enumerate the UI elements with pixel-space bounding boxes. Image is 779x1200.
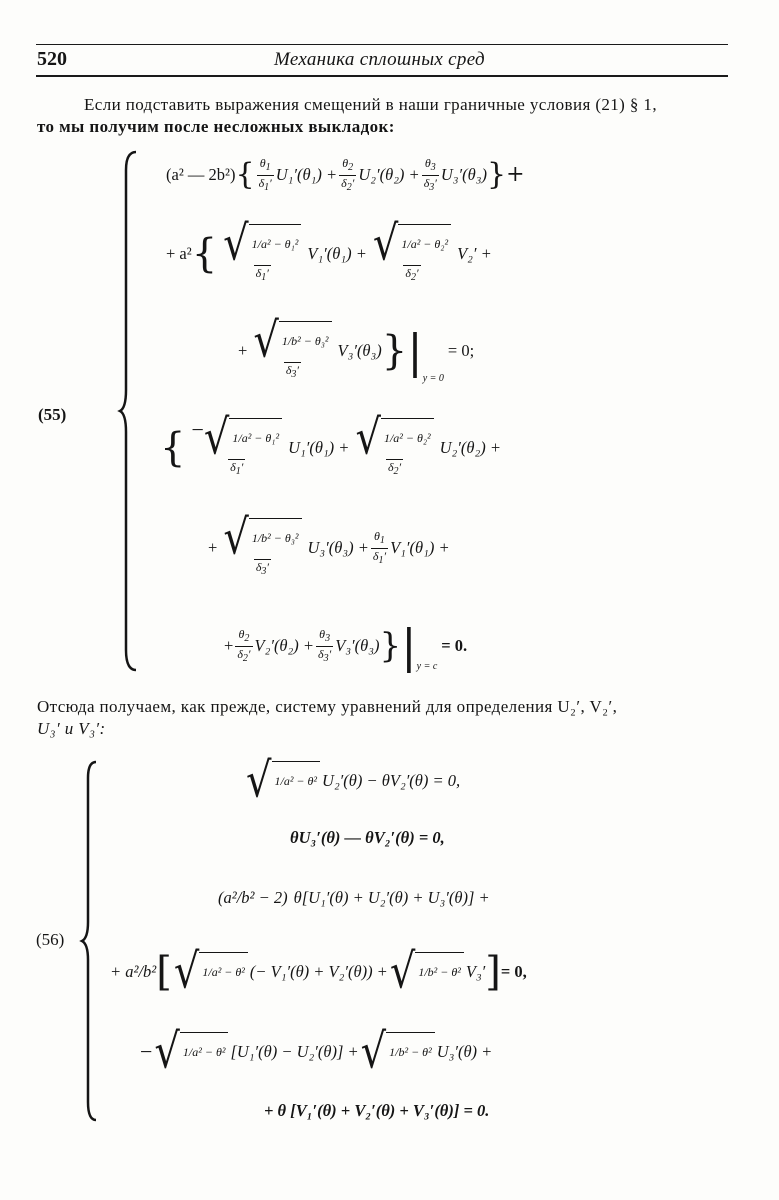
fraction: √ 1/a² − θ₁² $\delta_1'$ bbox=[219, 224, 305, 284]
eq56-l4-pre: + a²/b² bbox=[110, 962, 157, 981]
eq56-l5-mid: [U₁′(θ) − U₂′(θ)] + bbox=[230, 1042, 359, 1061]
eq55-l1-pre: (a² — 2b²) bbox=[166, 165, 236, 184]
eq56-l3-rest: θ[U₁′(θ) + U₂′(θ) + U₃′(θ)] + bbox=[293, 888, 490, 907]
eq55-l2-t1: V₁′(θ₁) + bbox=[307, 244, 367, 263]
eq55-l6-t1: V₂′(θ₂) + bbox=[254, 636, 315, 655]
fraction: √ 1/b² − θ₃² $\delta_3'$ bbox=[249, 321, 335, 381]
fraction: $\frac{\theta_3}{\delta_3'}$ bbox=[423, 156, 437, 193]
fraction: − √ 1/a² − θ₁² $\delta_1'$ bbox=[187, 418, 286, 478]
eq55-line-6 bbox=[224, 618, 467, 674]
middle-line-1: Отсюда получаем, как прежде, систему уравнений для определения U₂′, V₂′, bbox=[37, 697, 618, 716]
left-curly-icon: { bbox=[235, 157, 255, 192]
eq56-label: (56) bbox=[36, 930, 65, 949]
eq55-label: (55) bbox=[38, 405, 67, 424]
eq55-l6-post: = 0. bbox=[441, 636, 468, 655]
sqrt-icon: √ 1/a² − θ² bbox=[174, 952, 248, 992]
eq55-l1-t3: U₃′(θ₃) bbox=[440, 165, 487, 184]
eq55-l4-t2: U₂′(θ₂) + bbox=[439, 438, 501, 457]
sqrt-icon: √ 1/b² − θ₃² bbox=[221, 518, 303, 559]
eq55-l6-pre: + bbox=[224, 636, 234, 655]
eq56-line-6: + θ [V₁′(θ) + V₂′(θ) + V₃′(θ)] = 0. bbox=[264, 1101, 490, 1120]
right-curly-icon: } bbox=[379, 626, 402, 666]
eq56-l4-mid: (− V₁′(θ) + V₂′(θ)) + bbox=[249, 962, 388, 981]
eq55-brace bbox=[118, 150, 142, 672]
left-curly-icon: { bbox=[160, 425, 186, 471]
fraction: √ 1/b² − θ₃² $\delta_3'$ bbox=[219, 518, 305, 578]
intro-line-1: Если подставить выражения смещений в наши граничные условия (21) § 1, bbox=[84, 95, 657, 114]
header-rule-bottom bbox=[36, 75, 728, 77]
middle-line-2: U₃′ и V₃′: bbox=[37, 719, 106, 738]
right-curly-icon: } bbox=[381, 328, 408, 374]
eq55-l6-t2: V₃′(θ₃) bbox=[335, 636, 380, 655]
eq55-line-2 bbox=[166, 218, 492, 290]
eq56-line-4 bbox=[110, 940, 527, 1004]
eq55-l3-cond: y = 0 bbox=[422, 373, 444, 384]
sqrt-icon: √ 1/b² − θ² bbox=[361, 1032, 435, 1072]
fraction: $\frac{\theta_1}{\delta_1'}$ bbox=[258, 156, 272, 193]
eq56-l4-post: = 0, bbox=[500, 962, 527, 981]
eq55-l6-cond: y = c bbox=[416, 661, 438, 672]
eq56-line-2: θU₃′(θ) — θV₂′(θ) = 0, bbox=[290, 828, 445, 847]
eq55-l3-t1: V₃′(θ₃) bbox=[337, 341, 382, 360]
eq55-l2-pre: + a² bbox=[166, 244, 192, 263]
sqrt-icon: √ 1/b² − θ₃² bbox=[251, 321, 333, 362]
right-bracket-icon: ] bbox=[485, 949, 501, 995]
fraction: $\frac{\theta_2}{\delta_2'}$ bbox=[237, 627, 251, 664]
fraction: √ 1/a² − θ₂² $\delta_2'$ bbox=[351, 418, 437, 478]
fraction: √ 1/a² − θ₂² $\delta_2'$ bbox=[369, 224, 455, 284]
eq55-line-4 bbox=[160, 410, 501, 486]
fraction: $\frac{\theta_2}{\delta_2'}$ bbox=[341, 156, 355, 193]
eq55-l4-t1: U₁′(θ₁) + bbox=[288, 438, 350, 457]
eval-bar-icon: | bbox=[407, 324, 423, 378]
sqrt-icon: − √ 1/a² − θ₁² bbox=[189, 418, 284, 459]
eq55-line-1 bbox=[166, 150, 525, 200]
right-curly-icon: } bbox=[486, 157, 507, 192]
eq56-l3-pre: (a²/b² − 2) bbox=[218, 888, 288, 907]
eq56-l1-rest: U₂′(θ) − θV₂′(θ) = 0, bbox=[322, 771, 461, 790]
eq56-l5-pre: − bbox=[140, 1039, 153, 1064]
left-curly-icon: { bbox=[191, 231, 218, 277]
sqrt-icon: √ 1/a² − θ₁² bbox=[221, 224, 303, 265]
sqrt-icon: √ 1/a² − θ₂² bbox=[353, 418, 435, 459]
eq55-l2-t2: V₂′ + bbox=[457, 244, 492, 263]
header-rule-top bbox=[36, 44, 728, 45]
sqrt-icon: √ 1/a² − θ₂² bbox=[371, 224, 453, 265]
fraction: $\frac{\theta_3}{\delta_3'}$ bbox=[318, 627, 332, 664]
eq55-l5-t1: U₃′(θ₃) + bbox=[307, 538, 369, 557]
eq55-l1-t1: U₁′(θ₁) + bbox=[275, 165, 338, 184]
eval-bar-icon: | bbox=[401, 619, 417, 673]
eq55-l3-pre: + bbox=[238, 341, 248, 360]
eq55-line-3 bbox=[238, 312, 474, 390]
sqrt-icon: √ 1/a² − θ² bbox=[246, 761, 320, 801]
sqrt-icon: √ 1/a² − θ² bbox=[154, 1032, 228, 1072]
eq55-l5-t2: V₁′(θ₁) + bbox=[390, 538, 450, 557]
eq56-brace bbox=[80, 760, 102, 1122]
eq55-l3-post: = 0; bbox=[447, 341, 475, 360]
eq56-line-5 bbox=[140, 1022, 492, 1082]
eq55-l1-t2: U₂′(θ₂) + bbox=[358, 165, 420, 184]
eq56-l4-rest: V₃′ bbox=[465, 962, 486, 981]
eq56-line-3 bbox=[218, 872, 490, 924]
eq56-l5-rest: U₃′(θ) + bbox=[436, 1042, 493, 1061]
intro-line-2: то мы получим после несложных выкладок: bbox=[37, 117, 395, 136]
page-number: 520 bbox=[37, 48, 67, 70]
running-title: Механика сплошных сред bbox=[274, 49, 485, 70]
eq55-l5-pre: + bbox=[208, 538, 218, 557]
left-bracket-icon: [ bbox=[156, 949, 172, 995]
eq55-line-5 bbox=[208, 510, 450, 586]
eq56-line-1 bbox=[244, 752, 460, 810]
sqrt-icon: √ 1/b² − θ² bbox=[390, 952, 464, 992]
fraction: $\frac{\theta_1}{\delta_1'}$ bbox=[372, 529, 387, 566]
eq55-l1-post: + bbox=[506, 162, 525, 187]
